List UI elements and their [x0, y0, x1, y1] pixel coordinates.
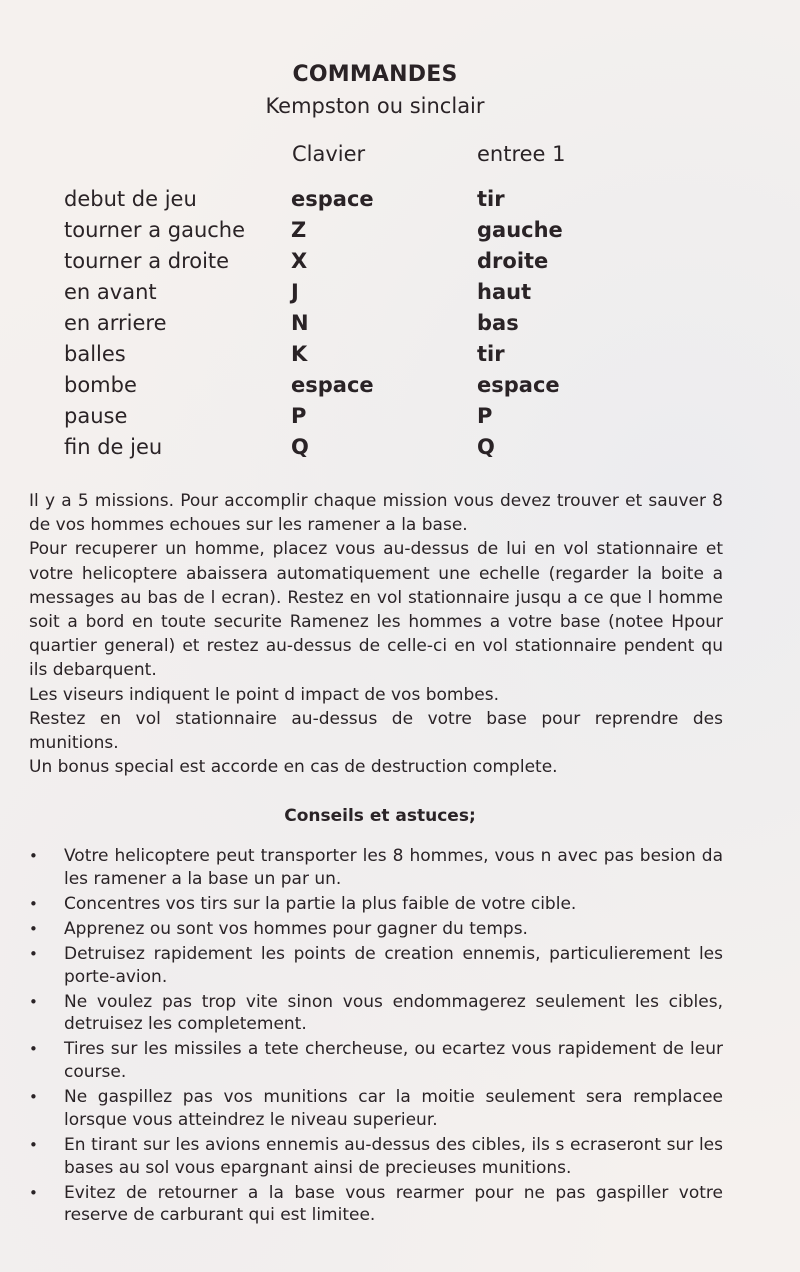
tip-item: [29, 893, 723, 916]
tip-item: [29, 845, 723, 891]
control-action: tourner a droite: [64, 249, 230, 273]
tip-text: En tirant sur les avions ennemis au-dessus des cibles, ils s ecraseront sur les bases au sol vous epargnant ainsi de precieuses munitions.: [64, 1134, 723, 1178]
control-key: N: [291, 311, 309, 335]
control-joystick: espace: [477, 373, 560, 397]
bullet-icon: •: [29, 1135, 38, 1154]
tip-item: [29, 1134, 723, 1180]
control-key: K: [291, 342, 308, 366]
keyboard-column-header: Clavier: [292, 142, 366, 166]
page-subtitle: Kempston ou sinclair: [265, 94, 485, 118]
tip-text: Concentres vos tirs sur la partie la plus faible de votre cible.: [64, 893, 577, 914]
bullet-icon: •: [29, 944, 38, 963]
control-action: bombe: [64, 373, 137, 397]
bullet-icon: •: [29, 1040, 38, 1059]
control-joystick: tir: [477, 342, 505, 366]
control-key: J: [291, 280, 299, 304]
tips-list: [29, 845, 723, 1229]
control-joystick: droite: [477, 249, 549, 273]
control-joystick: haut: [477, 280, 532, 304]
tip-item: [29, 991, 723, 1037]
bullet-icon: •: [29, 919, 38, 938]
control-key: Q: [291, 435, 309, 459]
bullet-icon: •: [29, 992, 38, 1011]
control-joystick: Q: [477, 435, 495, 459]
bullet-icon: •: [29, 1183, 38, 1202]
instruction-paragraph: Pour recuperer un homme, placez vous au-dessus de lui en vol stationnaire et votre helicoptere abaissera automatiquement une echelle (regarder la boite a messages au bas de l ecran). Restez en vol stationnaire jusqu a ce que l homme soit a bord en toute securite Ramenez les hommes a votre base (notee Hpour quartier general) et restez au-dessus de celle-ci en vol stationnaire pendent qu ils debarquent.: [29, 539, 723, 681]
tip-text: Evitez de retourner a la base vous rearmer pour ne pas gaspiller votre reserve de carburant qui est limitee.: [64, 1182, 723, 1226]
mission-instructions: [29, 489, 723, 779]
instruction-paragraph: Un bonus special est accorde en cas de destruction complete.: [29, 757, 558, 778]
tip-item: [29, 943, 723, 989]
control-action: en avant: [64, 280, 157, 304]
tip-item: [29, 1038, 723, 1084]
bullet-icon: •: [29, 847, 38, 865]
instruction-paragraph: Il y a 5 missions. Pour accomplir chaque mission vous devez trouver et sauver 8 de vos hommes echoues sur les ramener a la base.: [29, 491, 723, 536]
control-key: espace: [291, 373, 374, 397]
control-joystick: P: [477, 404, 493, 428]
tip-text: Ne voulez pas trop vite sinon vous endommagerez seulement les cibles, detruisez les completement.: [64, 991, 723, 1035]
page-title: COMMANDES: [292, 62, 458, 87]
tip-text: Votre helicoptere peut transporter les 8 hommes, vous n avec pas besion da les ramener a la base un par un.: [64, 846, 723, 889]
tip-item: [29, 918, 723, 941]
control-action: pause: [64, 404, 128, 428]
control-key: P: [291, 404, 307, 428]
bullet-icon: •: [29, 894, 38, 913]
tip-text: Detruisez rapidement les points de creation ennemis, particulierement les porte-avion.: [64, 943, 723, 987]
control-action: fin de jeu: [64, 435, 163, 459]
control-joystick: gauche: [477, 218, 563, 242]
control-joystick: tir: [477, 187, 505, 211]
control-action: tourner a gauche: [64, 218, 246, 242]
control-action: balles: [64, 342, 126, 366]
control-key: Z: [291, 218, 307, 242]
joystick-column-header: entree 1: [477, 142, 566, 166]
control-joystick: bas: [477, 311, 519, 335]
tip-text: Apprenez ou sont vos hommes pour gagner du temps.: [64, 918, 528, 939]
instruction-paragraph: Les viseurs indiquent le point d impact de vos bombes.: [29, 684, 499, 705]
tips-heading: Conseils et astuces;: [284, 806, 476, 826]
tip-item: [29, 1086, 723, 1132]
control-action: debut de jeu: [64, 187, 197, 211]
bullet-icon: •: [29, 1088, 38, 1107]
tip-item: [29, 1182, 723, 1228]
instruction-paragraph: Restez en vol stationnaire au-dessus de votre base pour reprendre des munitions.: [29, 708, 723, 754]
tip-text: Ne gaspillez pas vos munitions car la moitie seulement sera remplacee lorsque vous atteindrez le niveau superieur.: [64, 1087, 723, 1130]
control-key: X: [291, 249, 308, 273]
control-key: espace: [291, 187, 374, 211]
tip-text: Tires sur les missiles a tete chercheuse, ou ecartez vous rapidement de leur course.: [64, 1039, 723, 1083]
control-action: en arriere: [64, 311, 167, 335]
